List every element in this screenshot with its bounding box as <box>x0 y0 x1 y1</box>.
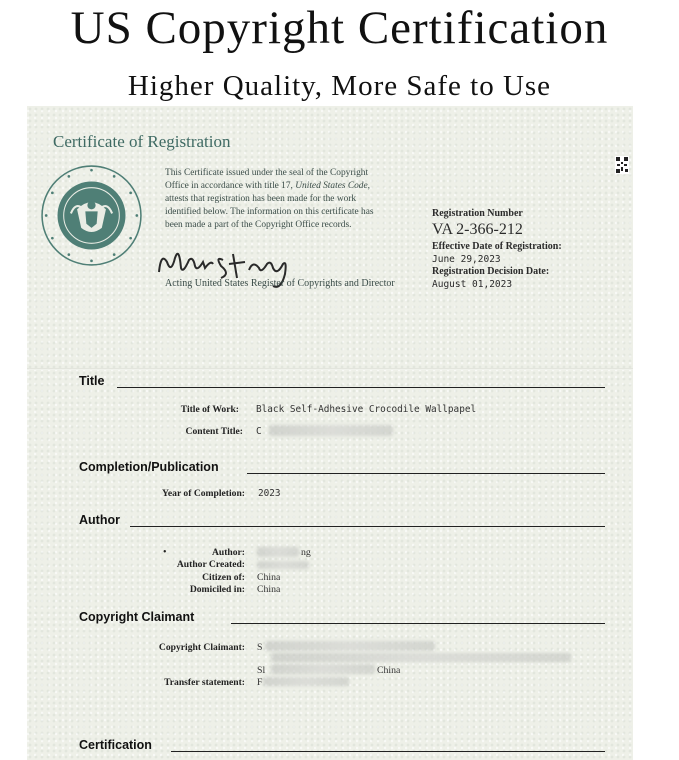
director-title: Acting United States Register of Copyrights and Director <box>165 278 395 289</box>
domiciled-in-value: China <box>257 584 281 595</box>
registration-number-label: Registration Number <box>432 208 523 219</box>
section-claimant-heading: Copyright Claimant <box>79 610 195 624</box>
section-title-heading: Title <box>79 374 105 388</box>
section-certification-rule <box>171 751 605 752</box>
redacted-content-title <box>269 425 393 436</box>
transfer-statement-label: Transfer statement: <box>164 677 245 688</box>
section-certification-heading: Certification <box>79 738 152 752</box>
decision-date: August 01,2023 <box>432 279 513 290</box>
redacted-author <box>257 547 299 557</box>
claimant-address-end: China <box>377 665 401 676</box>
registration-details <box>432 208 628 291</box>
title-of-work-value: Black Self-Adhesive Crocodile Wallpapel <box>256 404 477 415</box>
registration-number: VA 2-366-212 <box>432 221 523 238</box>
redacted-claimant <box>265 641 435 651</box>
year-of-completion-value: 2023 <box>258 488 281 499</box>
redacted-claimant-address-2 <box>271 664 375 674</box>
section-claimant-rule <box>231 623 605 624</box>
effective-date-label: Effective Date of Registration: <box>432 241 562 252</box>
certificate-document <box>27 106 633 760</box>
transfer-statement-value: F <box>257 677 263 688</box>
banner-subtitle: Higher Quality, More Safe to Use <box>127 70 552 102</box>
domiciled-in-label: Domiciled in: <box>189 584 245 595</box>
redacted-claimant-address <box>271 653 571 662</box>
author-bullet: • <box>163 547 167 558</box>
citizen-of-label: Citizen of: <box>202 572 245 583</box>
copyright-claimant-label: Copyright Claimant: <box>158 642 245 653</box>
author-label: Author: <box>211 547 245 558</box>
author-value: ng <box>301 547 311 558</box>
section-author-heading: Author <box>79 513 120 527</box>
section-completion-heading: Completion/Publication <box>79 460 219 474</box>
fold-divider <box>27 368 633 370</box>
section-completion-rule <box>247 473 605 474</box>
redacted-transfer-statement <box>263 677 349 686</box>
copyright-claimant-value: S <box>257 642 263 653</box>
qr-code-icon <box>615 156 629 174</box>
citizen-of-value: China <box>257 572 281 583</box>
title-of-work-label: Title of Work: <box>180 404 239 415</box>
certificate-heading: Certificate of Registration <box>53 132 231 151</box>
section-author-rule <box>130 526 605 527</box>
section-title-rule <box>117 387 605 388</box>
certificate-intro-text: This Certificate issued under the seal of the Copyright Office in accordance with title 17, United States Code, attests that registration has been made for the work identified below. The information on this certificate has been made a part of the Copyright Office records. <box>165 168 374 230</box>
year-of-completion-label: Year of Completion: <box>162 488 245 499</box>
claimant-address-start: Sl <box>257 665 266 676</box>
author-created-label: Author Created: <box>176 559 245 570</box>
content-title-label: Content Title: <box>185 426 243 437</box>
content-title-value: C <box>256 426 262 437</box>
effective-date: June 29,2023 <box>432 254 501 265</box>
copyright-office-seal-icon <box>40 164 143 267</box>
redacted-author-created <box>257 561 309 569</box>
decision-date-label: Registration Decision Date: <box>432 266 550 277</box>
banner-title: US Copyright Certification <box>70 2 609 54</box>
